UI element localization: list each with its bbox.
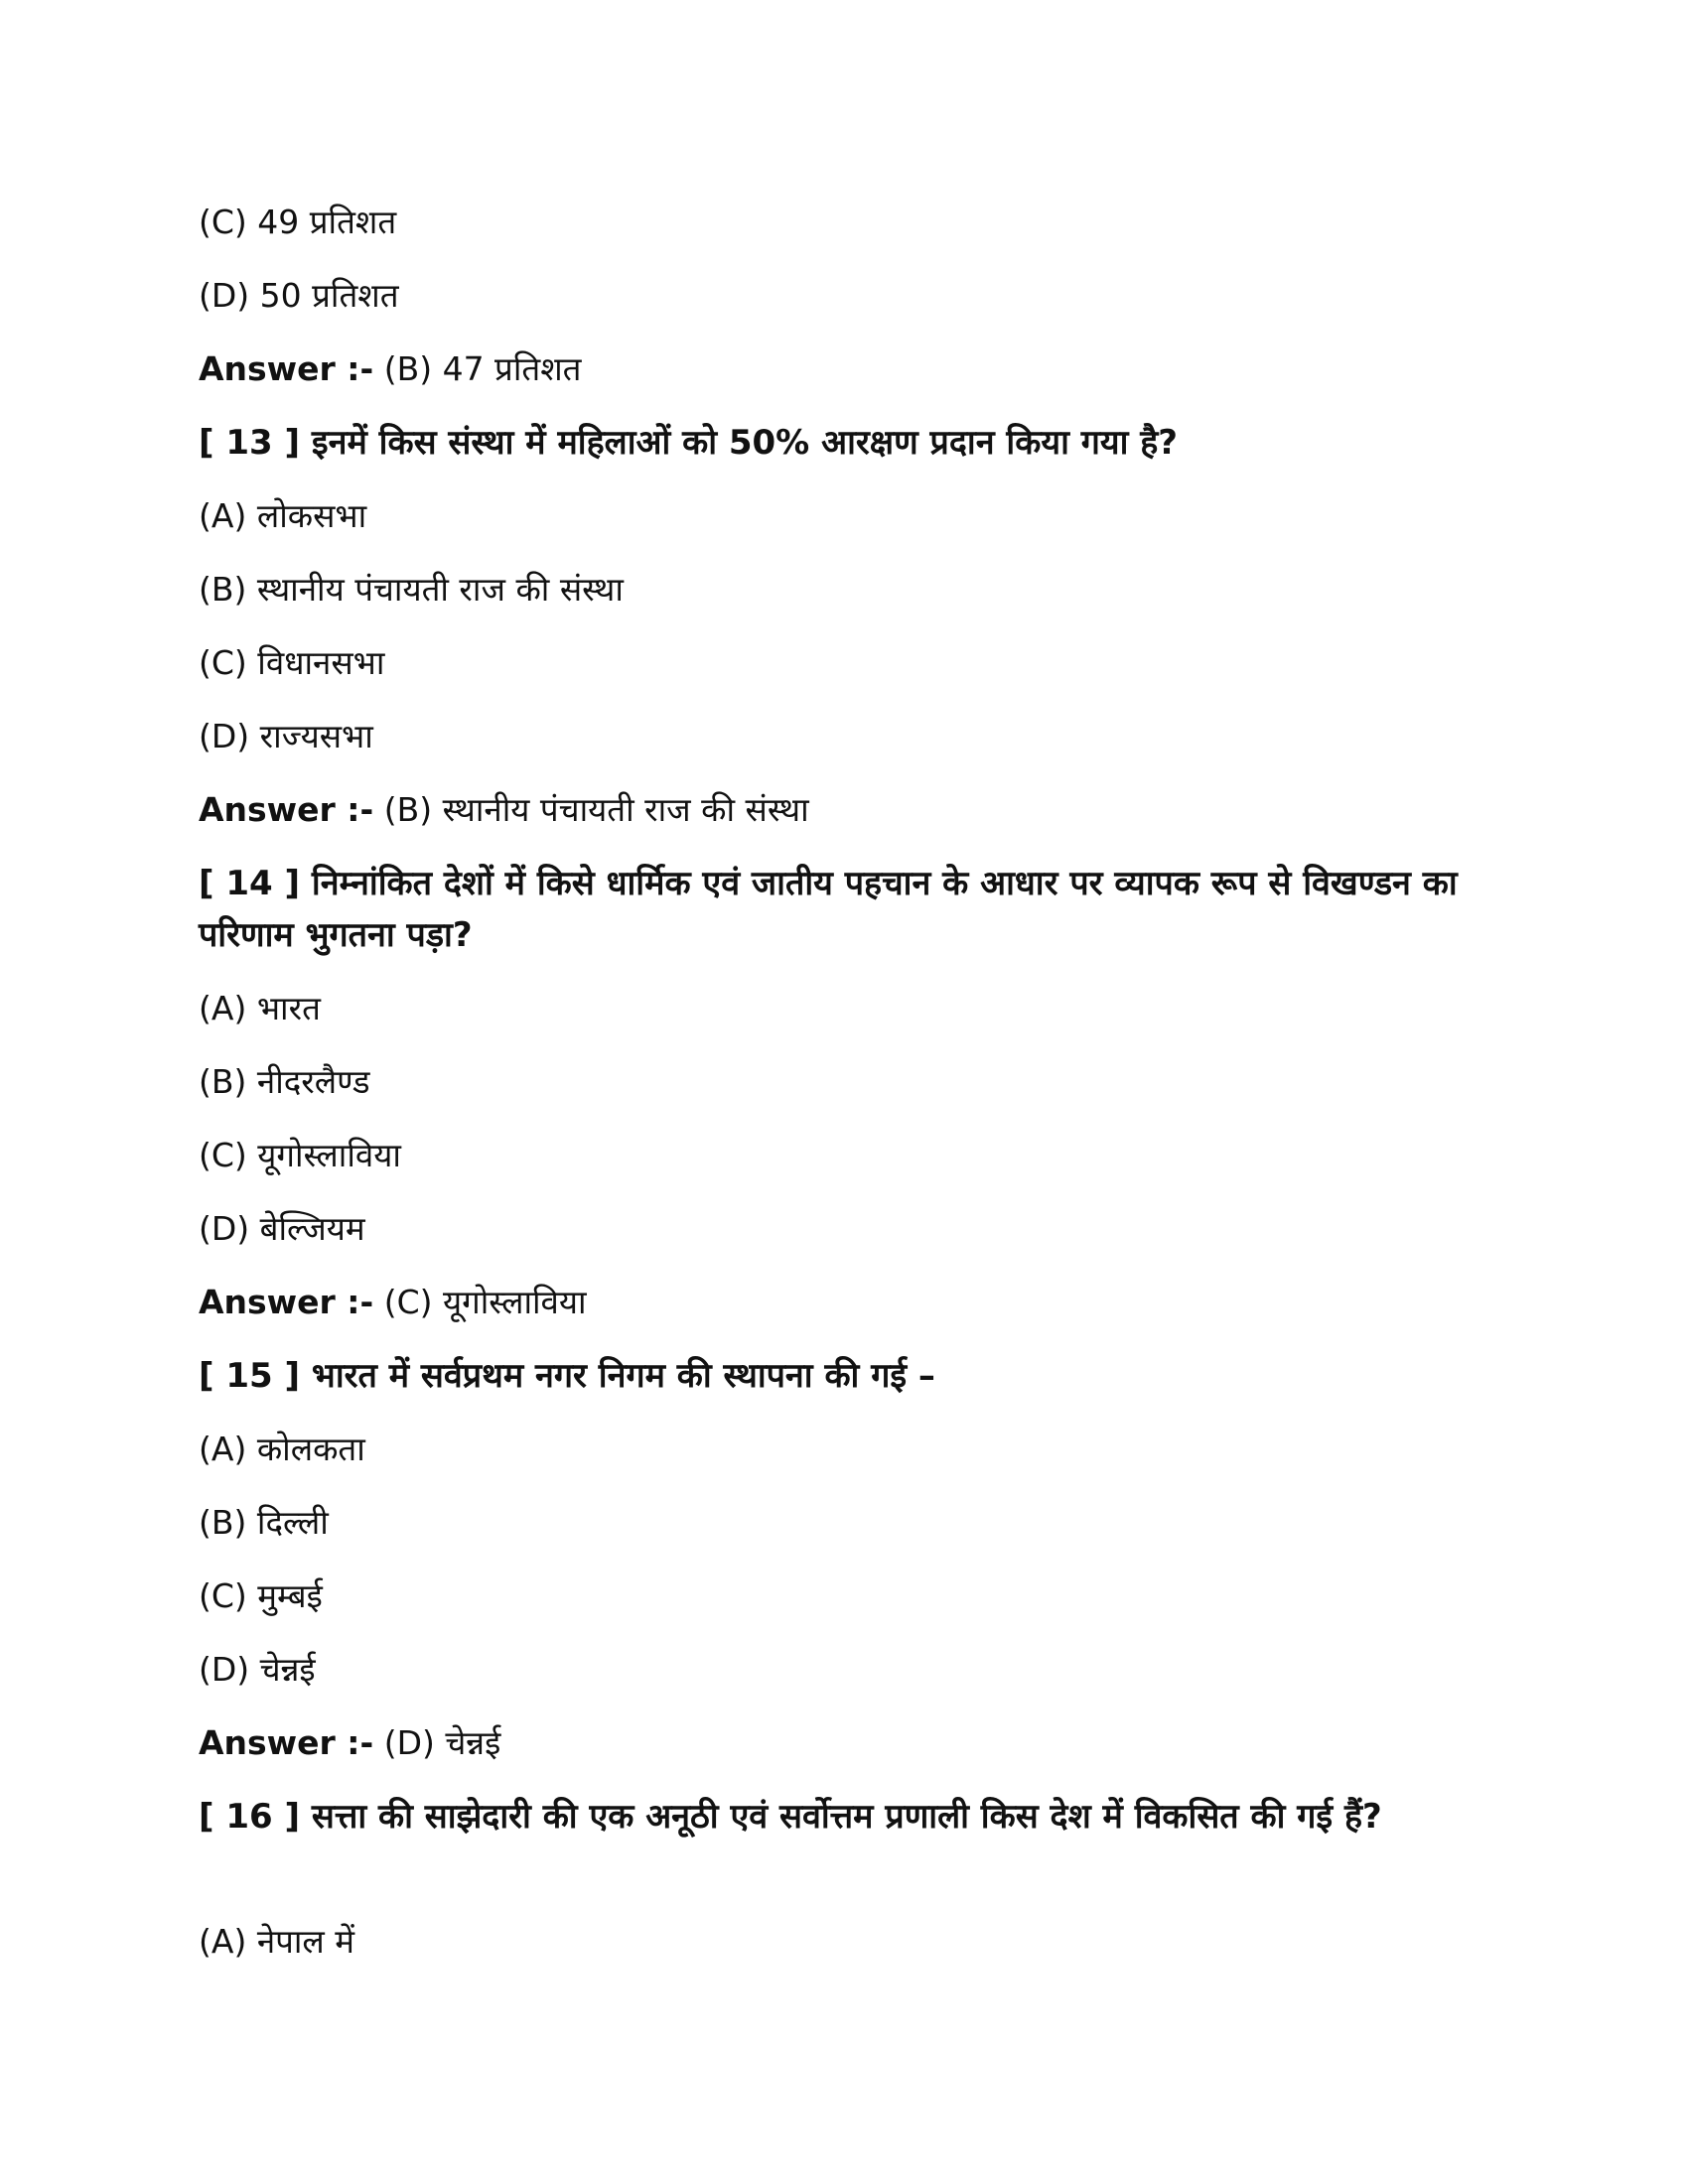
option-letter: (D) bbox=[199, 1209, 250, 1248]
option-letter: (A) bbox=[199, 1430, 247, 1468]
option-text: विधानसभा bbox=[257, 643, 385, 682]
answer-line bbox=[199, 784, 1489, 836]
option-letter: (C) bbox=[199, 203, 247, 241]
answer-line bbox=[199, 1277, 1489, 1328]
question-text: निम्नांकित देशों में किसे धार्मिक एवं जातीय पहचान के आधार पर व्यापक रूप से विखण्डन का परिणाम भुगतना पड़ा? bbox=[199, 864, 1458, 955]
option-letter: (A) bbox=[199, 1922, 247, 1961]
option-b bbox=[199, 1497, 1489, 1549]
question-number: [ 16 ] bbox=[199, 1797, 301, 1837]
option-text: 50 प्रतिशत bbox=[259, 276, 399, 315]
option-d bbox=[199, 1644, 1489, 1696]
option-text: बेल्जियम bbox=[259, 1209, 365, 1248]
option-c bbox=[199, 637, 1489, 689]
answer-label: Answer :- bbox=[199, 349, 374, 388]
option-text: भारत bbox=[256, 989, 321, 1027]
option-text: चेन्नई bbox=[259, 1650, 316, 1689]
answer-label: Answer :- bbox=[199, 1283, 374, 1321]
option-a bbox=[199, 1916, 1489, 1968]
answer-line bbox=[199, 1717, 1489, 1769]
option-text: कोलकता bbox=[256, 1430, 365, 1468]
question-heading bbox=[199, 417, 1489, 469]
answer-label: Answer :- bbox=[199, 1723, 374, 1762]
option-d bbox=[199, 711, 1489, 762]
answer-line bbox=[199, 343, 1489, 395]
option-text: लोकसभा bbox=[256, 496, 367, 535]
option-text: स्थानीय पंचायती राज की संस्था bbox=[256, 570, 624, 609]
option-b bbox=[199, 564, 1489, 615]
question-number: [ 14 ] bbox=[199, 864, 301, 903]
question-number: [ 13 ] bbox=[199, 423, 301, 463]
option-a bbox=[199, 1424, 1489, 1475]
option-text: मुम्बई bbox=[257, 1576, 323, 1615]
option-c bbox=[199, 1130, 1489, 1181]
option-letter: (B) bbox=[199, 1503, 247, 1542]
question-heading bbox=[199, 1350, 1489, 1402]
option-text: दिल्ली bbox=[256, 1503, 329, 1542]
option-letter: (C) bbox=[199, 643, 247, 682]
option-text: राज्यसभा bbox=[259, 717, 373, 755]
option-d bbox=[199, 270, 1489, 322]
answer-text: (C) यूगोस्लाविया bbox=[383, 1283, 587, 1321]
option-d bbox=[199, 1203, 1489, 1255]
answer-label: Answer :- bbox=[199, 790, 374, 829]
option-text: नीदरलैण्ड bbox=[256, 1062, 370, 1101]
option-letter: (B) bbox=[199, 1062, 247, 1101]
question-text: सत्ता की साझेदारी की एक अनूठी एवं सर्वोत्तम प्रणाली किस देश में विकसित की गई हैं? bbox=[311, 1797, 1382, 1837]
option-letter: (C) bbox=[199, 1576, 247, 1615]
question-text: इनमें किस संस्था में महिलाओं को 50% आरक्षण प्रदान किया गया है? bbox=[311, 423, 1178, 463]
answer-text: (B) 47 प्रतिशत bbox=[383, 349, 582, 388]
option-b bbox=[199, 1056, 1489, 1108]
option-c bbox=[199, 197, 1489, 248]
question-number: [ 15 ] bbox=[199, 1356, 301, 1396]
option-c bbox=[199, 1570, 1489, 1622]
option-text: यूगोस्लाविया bbox=[257, 1136, 401, 1174]
question-heading bbox=[199, 1791, 1489, 1843]
option-letter: (D) bbox=[199, 1650, 250, 1689]
option-a bbox=[199, 983, 1489, 1034]
option-text: 49 प्रतिशत bbox=[257, 203, 397, 241]
option-letter: (D) bbox=[199, 276, 250, 315]
option-text: नेपाल में bbox=[256, 1922, 355, 1961]
question-text: भारत में सर्वप्रथम नगर निगम की स्थापना की गई – bbox=[311, 1356, 935, 1396]
answer-text: (D) चेन्नई bbox=[383, 1723, 501, 1762]
answer-text: (B) स्थानीय पंचायती राज की संस्था bbox=[383, 790, 809, 829]
question-heading bbox=[199, 858, 1489, 961]
option-letter: (A) bbox=[199, 989, 247, 1027]
option-letter: (D) bbox=[199, 717, 250, 755]
option-a bbox=[199, 490, 1489, 542]
option-letter: (C) bbox=[199, 1136, 247, 1174]
option-letter: (B) bbox=[199, 570, 247, 609]
option-letter: (A) bbox=[199, 496, 247, 535]
